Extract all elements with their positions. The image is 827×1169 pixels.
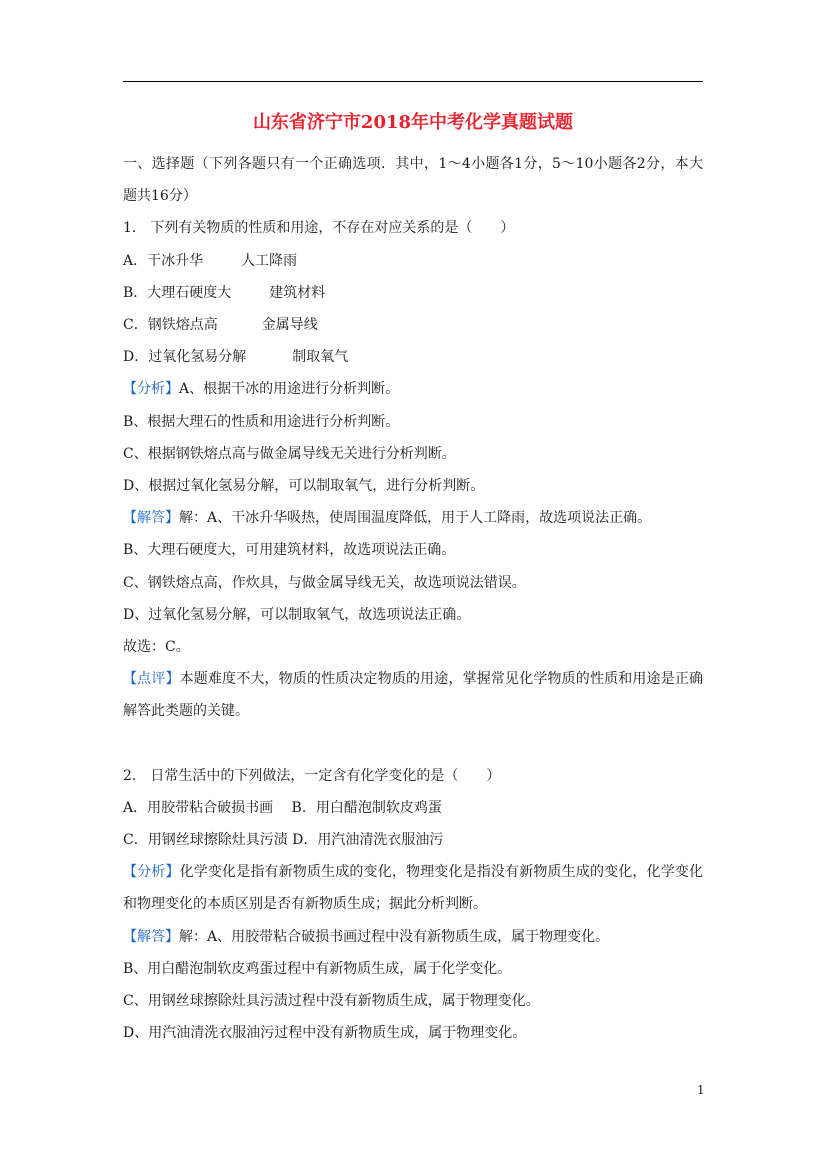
q1-analysis	[123, 373, 703, 405]
q1-answer-d: D、过氧化氢易分解，可以制取氧气，故选项说法正确。	[123, 606, 471, 623]
section-heading: 一、选择题（下列各题只有一个正确选项．其中，1～4小题各1分，5～10小题各2分，本大题共16分）	[123, 156, 703, 205]
analysis-tag: 【分析】	[123, 381, 179, 398]
q2-answer-b: B、用白醋泡制软皮鸡蛋过程中有新物质生成，属于化学变化。	[123, 960, 512, 977]
q1-option-b-use: 建筑材料	[269, 284, 326, 301]
q2-answer	[123, 921, 703, 953]
q1-comment-text: 本题难度不大，物质的性质决定物质的用途，掌握常见化学物质的性质和用途是正确解答此类题的关键。	[123, 671, 704, 720]
answer-tag: 【解答】	[123, 510, 179, 527]
q1-option-b	[123, 277, 703, 309]
page-number: 1	[697, 1083, 705, 1097]
q1-comment	[123, 663, 703, 727]
q1-option-d	[123, 341, 703, 373]
q1-stem: 1． 下列有关物质的性质和用途，不存在对应关系的是（ ）	[123, 220, 515, 237]
q1-option-c-property: C．钢铁熔点高	[123, 317, 218, 334]
q1-option-a-property: A．干冰升华	[123, 252, 204, 269]
analysis-tag: 【分析】	[123, 864, 180, 881]
q2-answer-c: C、用钢丝球擦除灶具污渍过程中没有新物质生成，属于物理变化。	[123, 993, 540, 1010]
comment-tag: 【点评】	[123, 671, 180, 688]
q2-analysis-text: 化学变化是指有新物质生成的变化，物理变化是指没有新物质生成的变化，化学变化和物理变化的本质区别是否有新物质生成；据此分析判断。	[123, 864, 704, 913]
q1-option-d-property: D．过氧化氢易分解	[123, 349, 247, 366]
document-body	[123, 104, 703, 1049]
q1-option-a-use: 人工降雨	[241, 252, 298, 269]
q1-analysis-c: C、根据钢铁熔点高与做金属导线无关进行分析判断。	[123, 445, 456, 462]
q1-answer-c: C、钢铁熔点高，作炊具，与做金属导线无关，故选项说法错误。	[123, 574, 526, 591]
q1-option-d-use: 制取氧气	[292, 349, 349, 366]
spacer	[123, 728, 703, 760]
q2-options-row2: C．用钢丝球擦除灶具污渍 D．用汽油清洗衣服油污	[123, 832, 444, 849]
q1-choice: 故选：C。	[123, 639, 190, 656]
header-rule	[123, 81, 703, 82]
q1-analysis-b: B、根据大理石的性质和用途进行分析判断。	[123, 413, 400, 430]
q1-answer-a: 解：A、干冰升华吸热，使周围温度降低，用于人工降雨，故选项说法正确。	[179, 510, 652, 527]
q2-options-row1: A．用胶带粘合破损书画 B．用白醋泡制软皮鸡蛋	[123, 799, 442, 816]
q1-option-b-property: B．大理石硬度大	[123, 284, 232, 301]
q1-option-c-use: 金属导线	[261, 317, 318, 334]
q1-option-c	[123, 309, 703, 341]
q2-stem: 2． 日常生活中的下列做法，一定含有化学变化的是（ ）	[123, 767, 501, 784]
q1-analysis-d: D、根据过氧化氢易分解，可以制取氧气，进行分析判断。	[123, 478, 485, 495]
q1-option-a	[123, 245, 703, 277]
q1-answer-b: B、大理石硬度大，可用建筑材料，故选项说法正确。	[123, 542, 456, 559]
answer-tag: 【解答】	[123, 928, 179, 945]
q2-analysis	[123, 856, 703, 920]
q1-answer	[123, 502, 703, 534]
q2-answer-d: D、用汽油清洗衣服油污过程中没有新物质生成，属于物理变化。	[123, 1025, 527, 1042]
page-title: 山东省济宁市2018年中考化学真题试题	[252, 112, 574, 133]
q2-answer-a: 解：A、用胶带粘合破损书画过程中没有新物质生成，属于物理变化。	[179, 928, 610, 945]
q1-analysis-a: A、根据干冰的用途进行分析判断。	[179, 381, 400, 398]
